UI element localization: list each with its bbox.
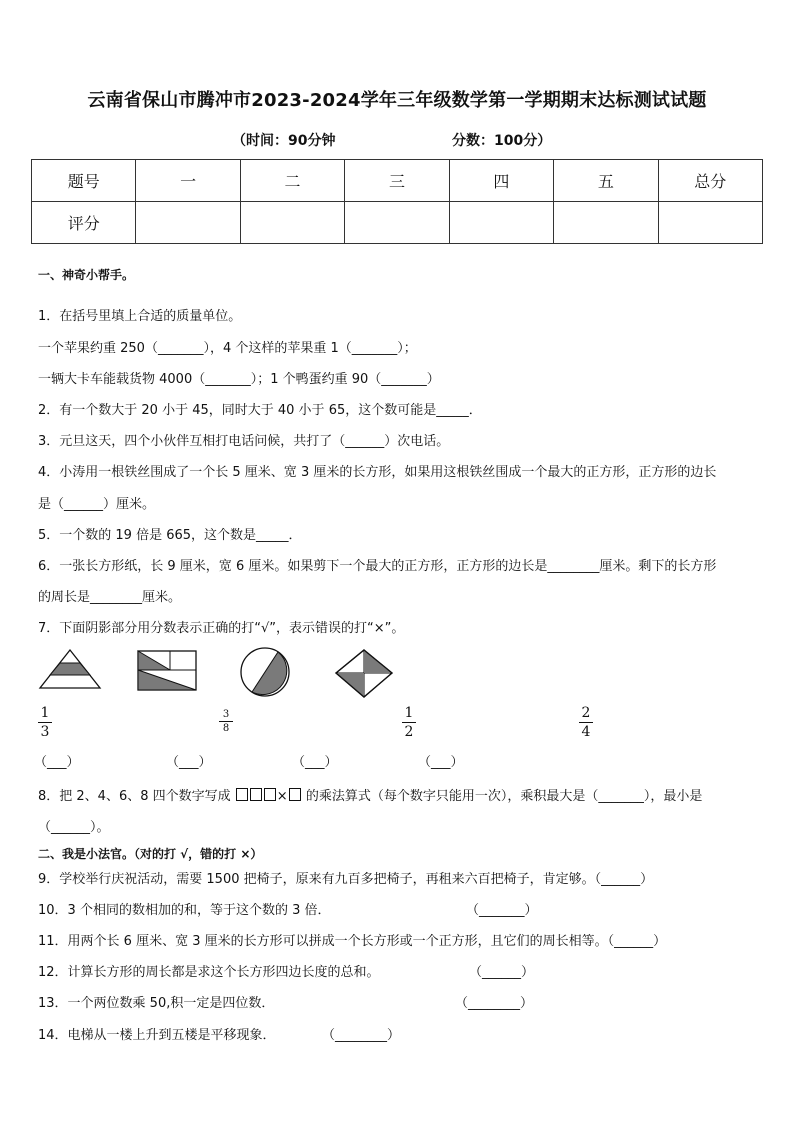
- section-1-heading: 一、神奇小帮手。: [38, 268, 135, 282]
- question-10-blank[interactable]: （_______）: [466, 903, 538, 918]
- question-8-prefix: 8．把 2、4、6、8 四个数字写成: [38, 789, 231, 804]
- question-13-blank[interactable]: （________）: [455, 996, 534, 1011]
- answer-blank[interactable]: （___）: [166, 755, 212, 770]
- question-8-suffix: 的乘法算式（每个数字只能用一次），乘积最大是（_______），最小是: [305, 789, 703, 804]
- question-9: 9．学校举行庆祝活动，需要 1500 把椅子，原来有九百多把椅子，再租来六百把椅子，肯定够。（______）: [38, 872, 654, 887]
- question-1-part-b: 一辆大卡车能载货物 4000（_______）；1 个鸭蛋约重 90（_______）: [38, 372, 440, 387]
- question-5: 5．一个数的 19 倍是 665，这个数是_____．: [38, 528, 302, 543]
- fraction-1: [38, 705, 52, 740]
- score-header-cell: 三: [345, 160, 449, 202]
- fraction-bar: [38, 722, 52, 723]
- question-1: 1．在括号里填上合适的质量单位。: [38, 309, 242, 324]
- answer-blank[interactable]: （___）: [34, 755, 80, 770]
- question-12-blank[interactable]: （______）: [469, 965, 535, 980]
- fraction-bar: [402, 722, 416, 723]
- diamond-figure: [336, 650, 392, 697]
- time-label: （时间：90分钟: [232, 133, 336, 149]
- question-1-part-a: 一个苹果约重 250（_______），4 个这样的苹果重 1（_______）；: [38, 341, 417, 356]
- question-7: 7．下面阴影部分用分数表示正确的打“√”，表示错误的打“×”。: [38, 621, 405, 636]
- fraction-numerator: 1: [404, 705, 414, 721]
- fraction-bar: [579, 722, 593, 723]
- fraction-numerator: 1: [40, 705, 50, 721]
- score-header-cell: 四: [449, 160, 553, 202]
- score-row-label: 评分: [32, 202, 136, 244]
- question-12: 12．计算长方形的周长都是求这个长方形四边长度的总和。: [38, 965, 380, 980]
- triangle-figure: [40, 650, 100, 688]
- rectangle-figure: [138, 651, 196, 690]
- score-label: 分数：100分）: [452, 133, 552, 149]
- question-8-line-1: [38, 785, 702, 804]
- fraction-denominator: 4: [581, 724, 591, 740]
- fraction-denominator: 2: [404, 724, 414, 740]
- circle-figure: [241, 648, 289, 696]
- question-13: 13．一个两位数乘 50,积一定是四位数．: [38, 996, 275, 1011]
- question-14: 14．电梯从一楼上升到五楼是平移现象．: [38, 1028, 276, 1043]
- score-header-cell: 总分: [658, 160, 762, 202]
- score-header-cell: 一: [136, 160, 240, 202]
- question-11: 11．用两个长 6 厘米、宽 3 厘米的长方形可以拼成一个长方形或一个正方形，且它们的周长相等。（______）: [38, 934, 667, 949]
- question-14-blank[interactable]: （________）: [322, 1028, 401, 1043]
- question-6-line-1: 6．一张长方形纸，长 9 厘米，宽 6 厘米。如果剪下一个最大的正方形，正方形的边长是________厘米。剩下的长方形: [38, 559, 717, 574]
- answer-blank[interactable]: （___）: [292, 755, 338, 770]
- digit-boxes: ×: [235, 789, 302, 804]
- fraction-numerator: 2: [581, 705, 591, 721]
- question-8-line-2: （______）。: [38, 820, 110, 835]
- fraction-4: [579, 705, 593, 740]
- fraction-denominator: 3: [40, 724, 50, 740]
- answer-blank[interactable]: （___）: [418, 755, 464, 770]
- question-2: 2．有一个数大于 20 小于 45，同时大于 40 小于 65，这个数可能是_____．: [38, 403, 482, 418]
- fraction-bar: [219, 721, 233, 722]
- question-6-line-2: 的周长是________厘米。: [38, 590, 182, 605]
- section-2-heading: 二、我是小法官。（对的打 √，错的打 ×）: [38, 847, 263, 861]
- question-4-line-1: 4．小涛用一根铁丝围成了一个长 5 厘米、宽 3 厘米的长方形，如果用这根铁丝围成一个最大的正方形，正方形的边长: [38, 465, 717, 480]
- question-10: 10．3 个相同的数相加的和，等于这个数的 3 倍．: [38, 903, 331, 918]
- question-3: 3．元旦这天，四个小伙伴互相打电话问候，共打了（______）次电话。: [38, 434, 450, 449]
- page-title: 云南省保山市腾冲市2023-2024学年三年级数学第一学期期末达标测试试题: [87, 90, 707, 111]
- fraction-denominator: 8: [222, 723, 230, 734]
- fraction-3: [402, 705, 416, 740]
- question-4-line-2: 是（______）厘米。: [38, 497, 156, 512]
- score-header-cell: 二: [240, 160, 344, 202]
- fraction-2: [219, 709, 233, 734]
- fraction-numerator: 3: [222, 709, 230, 720]
- score-header-cell: 五: [554, 160, 658, 202]
- score-header-cell: 题号: [32, 160, 136, 202]
